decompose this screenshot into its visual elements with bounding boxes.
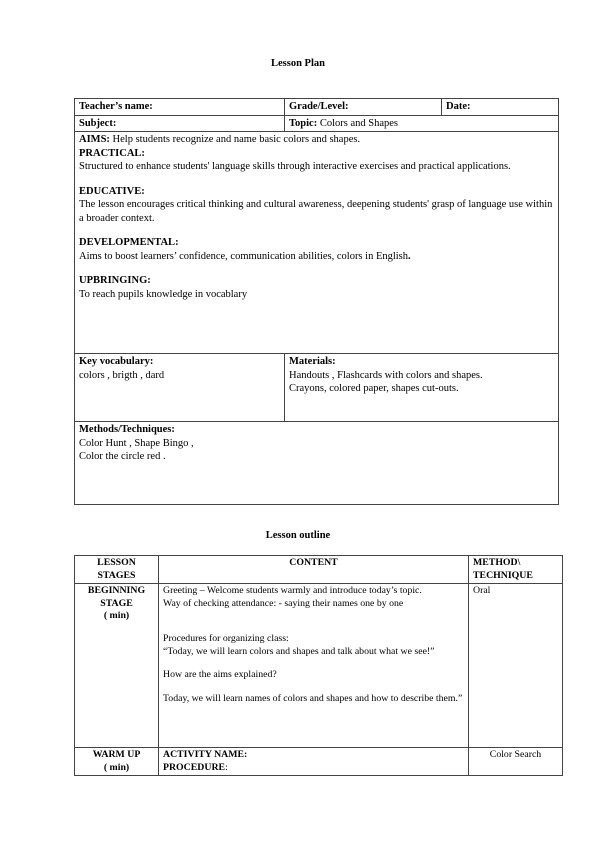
attendance-text: Way of checking attendance: - saying their names one by one [163, 597, 404, 609]
aims-question: How are the aims explained? [163, 669, 277, 680]
date-cell: Date: [442, 99, 559, 116]
materials-label: Materials: [289, 356, 336, 367]
methods-label: Methods/Techniques: [79, 424, 175, 435]
outline-title: Lesson outline [265, 530, 331, 541]
beginning-stage-line1: BEGINNING [87, 585, 146, 596]
warmup-content-cell [159, 748, 469, 776]
warmup-stage-line1: WARM UP [92, 749, 141, 760]
aims-text: Help students recognize and name basic colors and shapes. [112, 134, 361, 145]
procedure-label: PROCEDURE [163, 761, 226, 773]
procedures-label: Procedures for organizing class: [163, 633, 289, 644]
upbringing-text: To reach pupils knowledge in vocablary [79, 288, 248, 300]
beginning-stage-line2: STAGE [100, 597, 133, 609]
materials-cell [285, 354, 559, 422]
developmental-label: DEVELOPMENTAL: [79, 237, 179, 248]
stages-header [75, 556, 159, 584]
method-header-line1: METHOD\ [473, 557, 521, 568]
subject-cell: Subject: [75, 115, 285, 132]
procedures-quote: “Today, we will learn colors and shapes and talk about what we see!” [163, 645, 435, 657]
materials-line1: Handouts , Flashcards with colors and shapes. [289, 369, 483, 381]
procedure-colon: : [225, 761, 228, 773]
aims-explanation: Today, we will learn names of colors and shapes and how to describe them.” [163, 692, 463, 704]
method-header-line2: TECHNIQUE [473, 569, 533, 581]
teacher-name-cell: Teacher’s name: [75, 99, 285, 116]
methods-line1: Color Hunt , Shape Bingo , [79, 437, 194, 449]
practical-label: PRACTICAL: [79, 147, 145, 159]
grade-level-cell: Grade/Level: [285, 99, 442, 116]
beginning-stage-cell [75, 584, 159, 748]
topic-label: Topic: [289, 117, 318, 129]
beginning-method-cell: Oral [469, 584, 563, 748]
practical-text: Structured to enhance students' language skills through interactive exercises and practical applications. [79, 161, 511, 172]
warmup-stage-line2: ( min) [103, 761, 130, 773]
greeting-text: Greeting – Welcome students warmly and introduce today’s topic. [163, 585, 422, 596]
lesson-outline-table [74, 555, 563, 776]
stages-header-line1: LESSON [97, 557, 136, 568]
materials-line2: Crayons, colored paper, shapes cut-outs. [289, 383, 459, 394]
method-header [469, 556, 563, 584]
educative-text: The lesson encourages critical thinking and cultural awareness, deepening students' grasp of language use within a broader context. [79, 199, 553, 224]
stages-header-line2: STAGES [97, 569, 136, 581]
page-title: Lesson Plan [271, 58, 325, 69]
aims-label: AIMS: [79, 134, 110, 145]
lesson-info-table [74, 98, 559, 505]
educative-label: EDUCATIVE: [79, 185, 145, 197]
upbringing-label: UPBRINGING: [79, 275, 151, 286]
methods-cell [75, 422, 559, 505]
topic-value: Colors and Shapes [319, 117, 399, 129]
warmup-stage-cell [75, 748, 159, 776]
key-vocabulary-cell [75, 354, 285, 422]
methods-line2: Color the circle red . [79, 451, 166, 462]
warmup-method-cell: Color Search [469, 748, 563, 776]
aims-section [75, 132, 559, 354]
developmental-end: . [408, 250, 411, 262]
activity-name-label: ACTIVITY NAME: [163, 749, 248, 760]
developmental-text: Aims to boost learners’ confidence, communication abilities, colors in English [79, 250, 409, 262]
beginning-stage-line3: ( min) [103, 610, 130, 621]
content-header: CONTENT [159, 556, 469, 584]
vocab-label: Key vocabulary: [79, 356, 154, 367]
vocab-text: colors , brigth , dard [79, 369, 165, 381]
topic-cell [285, 115, 559, 132]
beginning-content-cell [159, 584, 469, 748]
